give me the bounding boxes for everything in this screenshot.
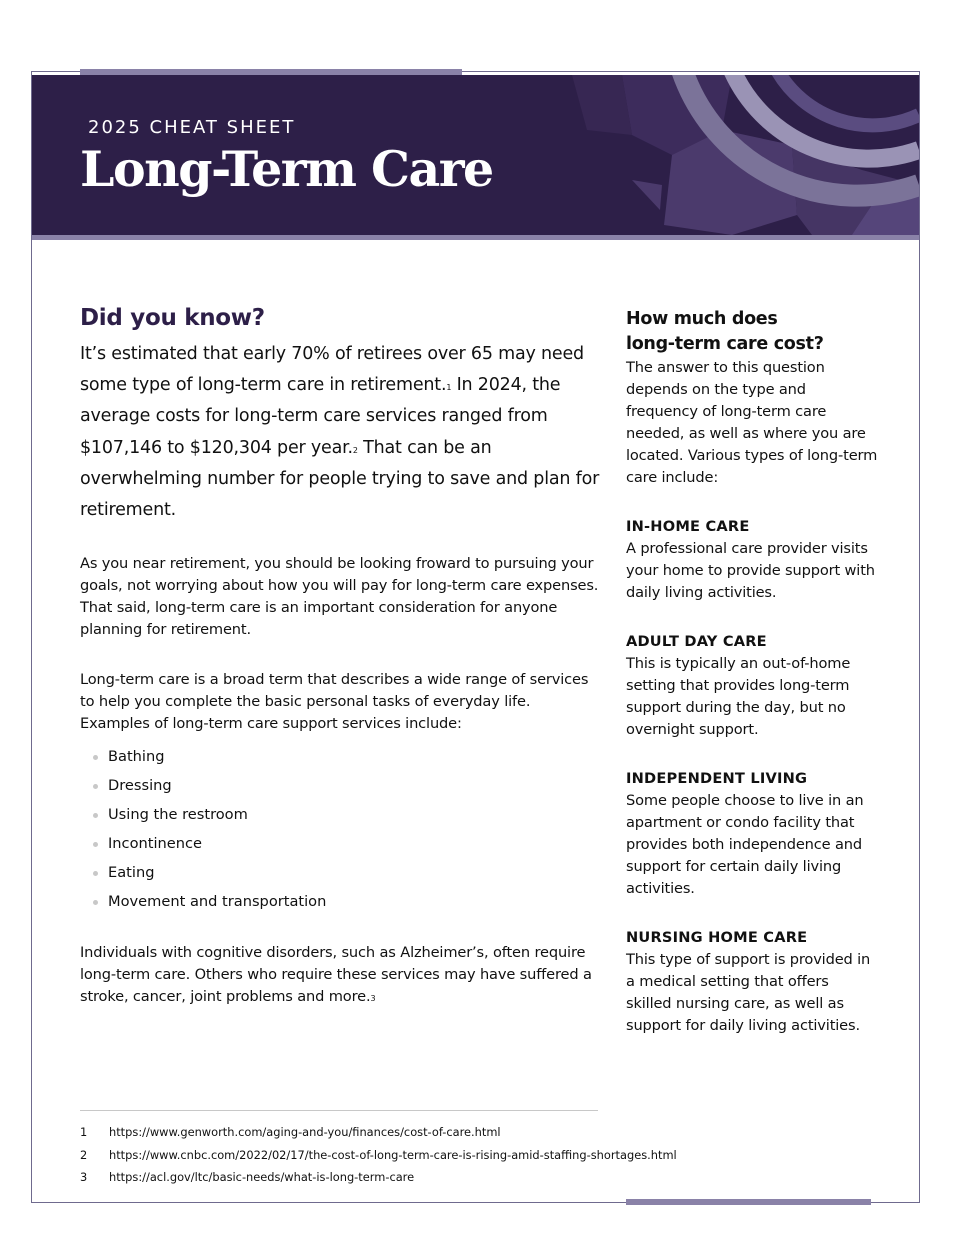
care-type-in-home <box>626 516 878 604</box>
footnote-link[interactable]: https://www.cnbc.com/2022/02/17/the-cost-of-long-term-care-is-rising-amid-staffing-shortages.html <box>109 1147 677 1162</box>
list-item: Movement and transportation <box>80 887 600 916</box>
lead-sentence-3: That can be an overwhelming number for people trying to save and plan for retirement. <box>80 437 600 521</box>
page-title: Long-Term Care <box>80 140 493 198</box>
footnote-number: 3 <box>80 1170 88 1184</box>
cost-sidebar <box>626 307 878 1037</box>
bottom-accent-bar <box>626 1199 871 1205</box>
care-type-text: A professional care provider visits your home to provide support with daily living activities. <box>626 540 875 601</box>
footnote-ref-2: 2 <box>352 445 358 455</box>
cheat-sheet-eyebrow: 2025 CHEAT SHEET <box>88 117 296 138</box>
footnote-ref-3: 3 <box>370 994 376 1004</box>
list-item: Dressing <box>80 771 600 800</box>
cost-intro: The answer to this question depends on the type and frequency of long-term care needed, as well as where you are located. Various types of long-term care include: <box>626 359 878 486</box>
care-type-title: INDEPENDENT LIVING <box>626 770 808 787</box>
banner-divider <box>32 235 919 240</box>
cognitive-disorders-paragraph <box>80 942 600 1008</box>
care-type-text: This type of support is provided in a medical setting that offers skilled nursing care, as well as support for daily living activities. <box>626 951 871 1034</box>
list-item: Eating <box>80 858 600 887</box>
main-column <box>80 305 600 1008</box>
care-type-adult-day <box>626 631 878 741</box>
lead-sentence-2: In 2024, the average costs for long-term care services ranged from $107,146 to $120,304 per year. <box>80 375 561 458</box>
list-item: Incontinence <box>80 829 600 858</box>
did-you-know-heading: Did you know? <box>80 305 265 331</box>
list-item: Bathing <box>80 742 600 771</box>
lead-sentence-1: It’s estimated that early 70% of retirees over 65 may need some type of long-term care in retirement. <box>80 344 584 396</box>
footnote-item <box>80 1121 820 1144</box>
services-paragraph: Long-term care is a broad term that describes a wide range of services to help you complete the basic personal tasks of everyday life. Examples of long-term care support services include: <box>80 671 589 733</box>
footnote-number: 2 <box>80 1147 88 1162</box>
footnote-item <box>80 1144 820 1167</box>
list-item: Using the restroom <box>80 800 600 829</box>
footnote-number: 1 <box>80 1125 88 1139</box>
care-type-nursing-home <box>626 927 878 1037</box>
cost-heading-line-2: long-term care cost? <box>626 334 824 354</box>
care-type-text: This is typically an out-of-home setting that provides long-term support during the day, but no overnight support. <box>626 655 851 738</box>
intro-lead <box>80 339 600 526</box>
care-type-title: NURSING HOME CARE <box>626 929 808 946</box>
footnote-item <box>80 1166 820 1189</box>
cost-heading <box>626 307 878 357</box>
footnote-link[interactable]: https://acl.gov/ltc/basic-needs/what-is-long-term-care <box>109 1170 415 1184</box>
care-type-title: ADULT DAY CARE <box>626 633 767 650</box>
footnote-ref-1: 1 <box>446 383 452 393</box>
care-type-independent-living <box>626 768 878 900</box>
footnotes <box>80 1121 820 1189</box>
care-type-title: IN-HOME CARE <box>626 518 750 535</box>
retirement-paragraph: As you near retirement, you should be looking froward to pursuing your goals, not worrying about how you will pay for long-term care expenses. That said, long-term care is an important consideration for anyone planning for retirement. <box>80 555 599 639</box>
care-type-text: Some people choose to live in an apartment or condo facility that provides both independence and support for certain daily living activities. <box>626 792 864 897</box>
cost-heading-line-1: How much does <box>626 309 778 329</box>
cognitive-text: Individuals with cognitive disorders, such as Alzheimer’s, often require long-term care. Others who require these services may have suffered a stroke, cancer, joint problems and more. <box>80 944 592 1006</box>
footnote-link[interactable]: https://www.genworth.com/aging-and-you/finances/cost-of-care.html <box>109 1125 501 1139</box>
footnote-divider <box>80 1110 598 1111</box>
services-list <box>80 742 600 916</box>
